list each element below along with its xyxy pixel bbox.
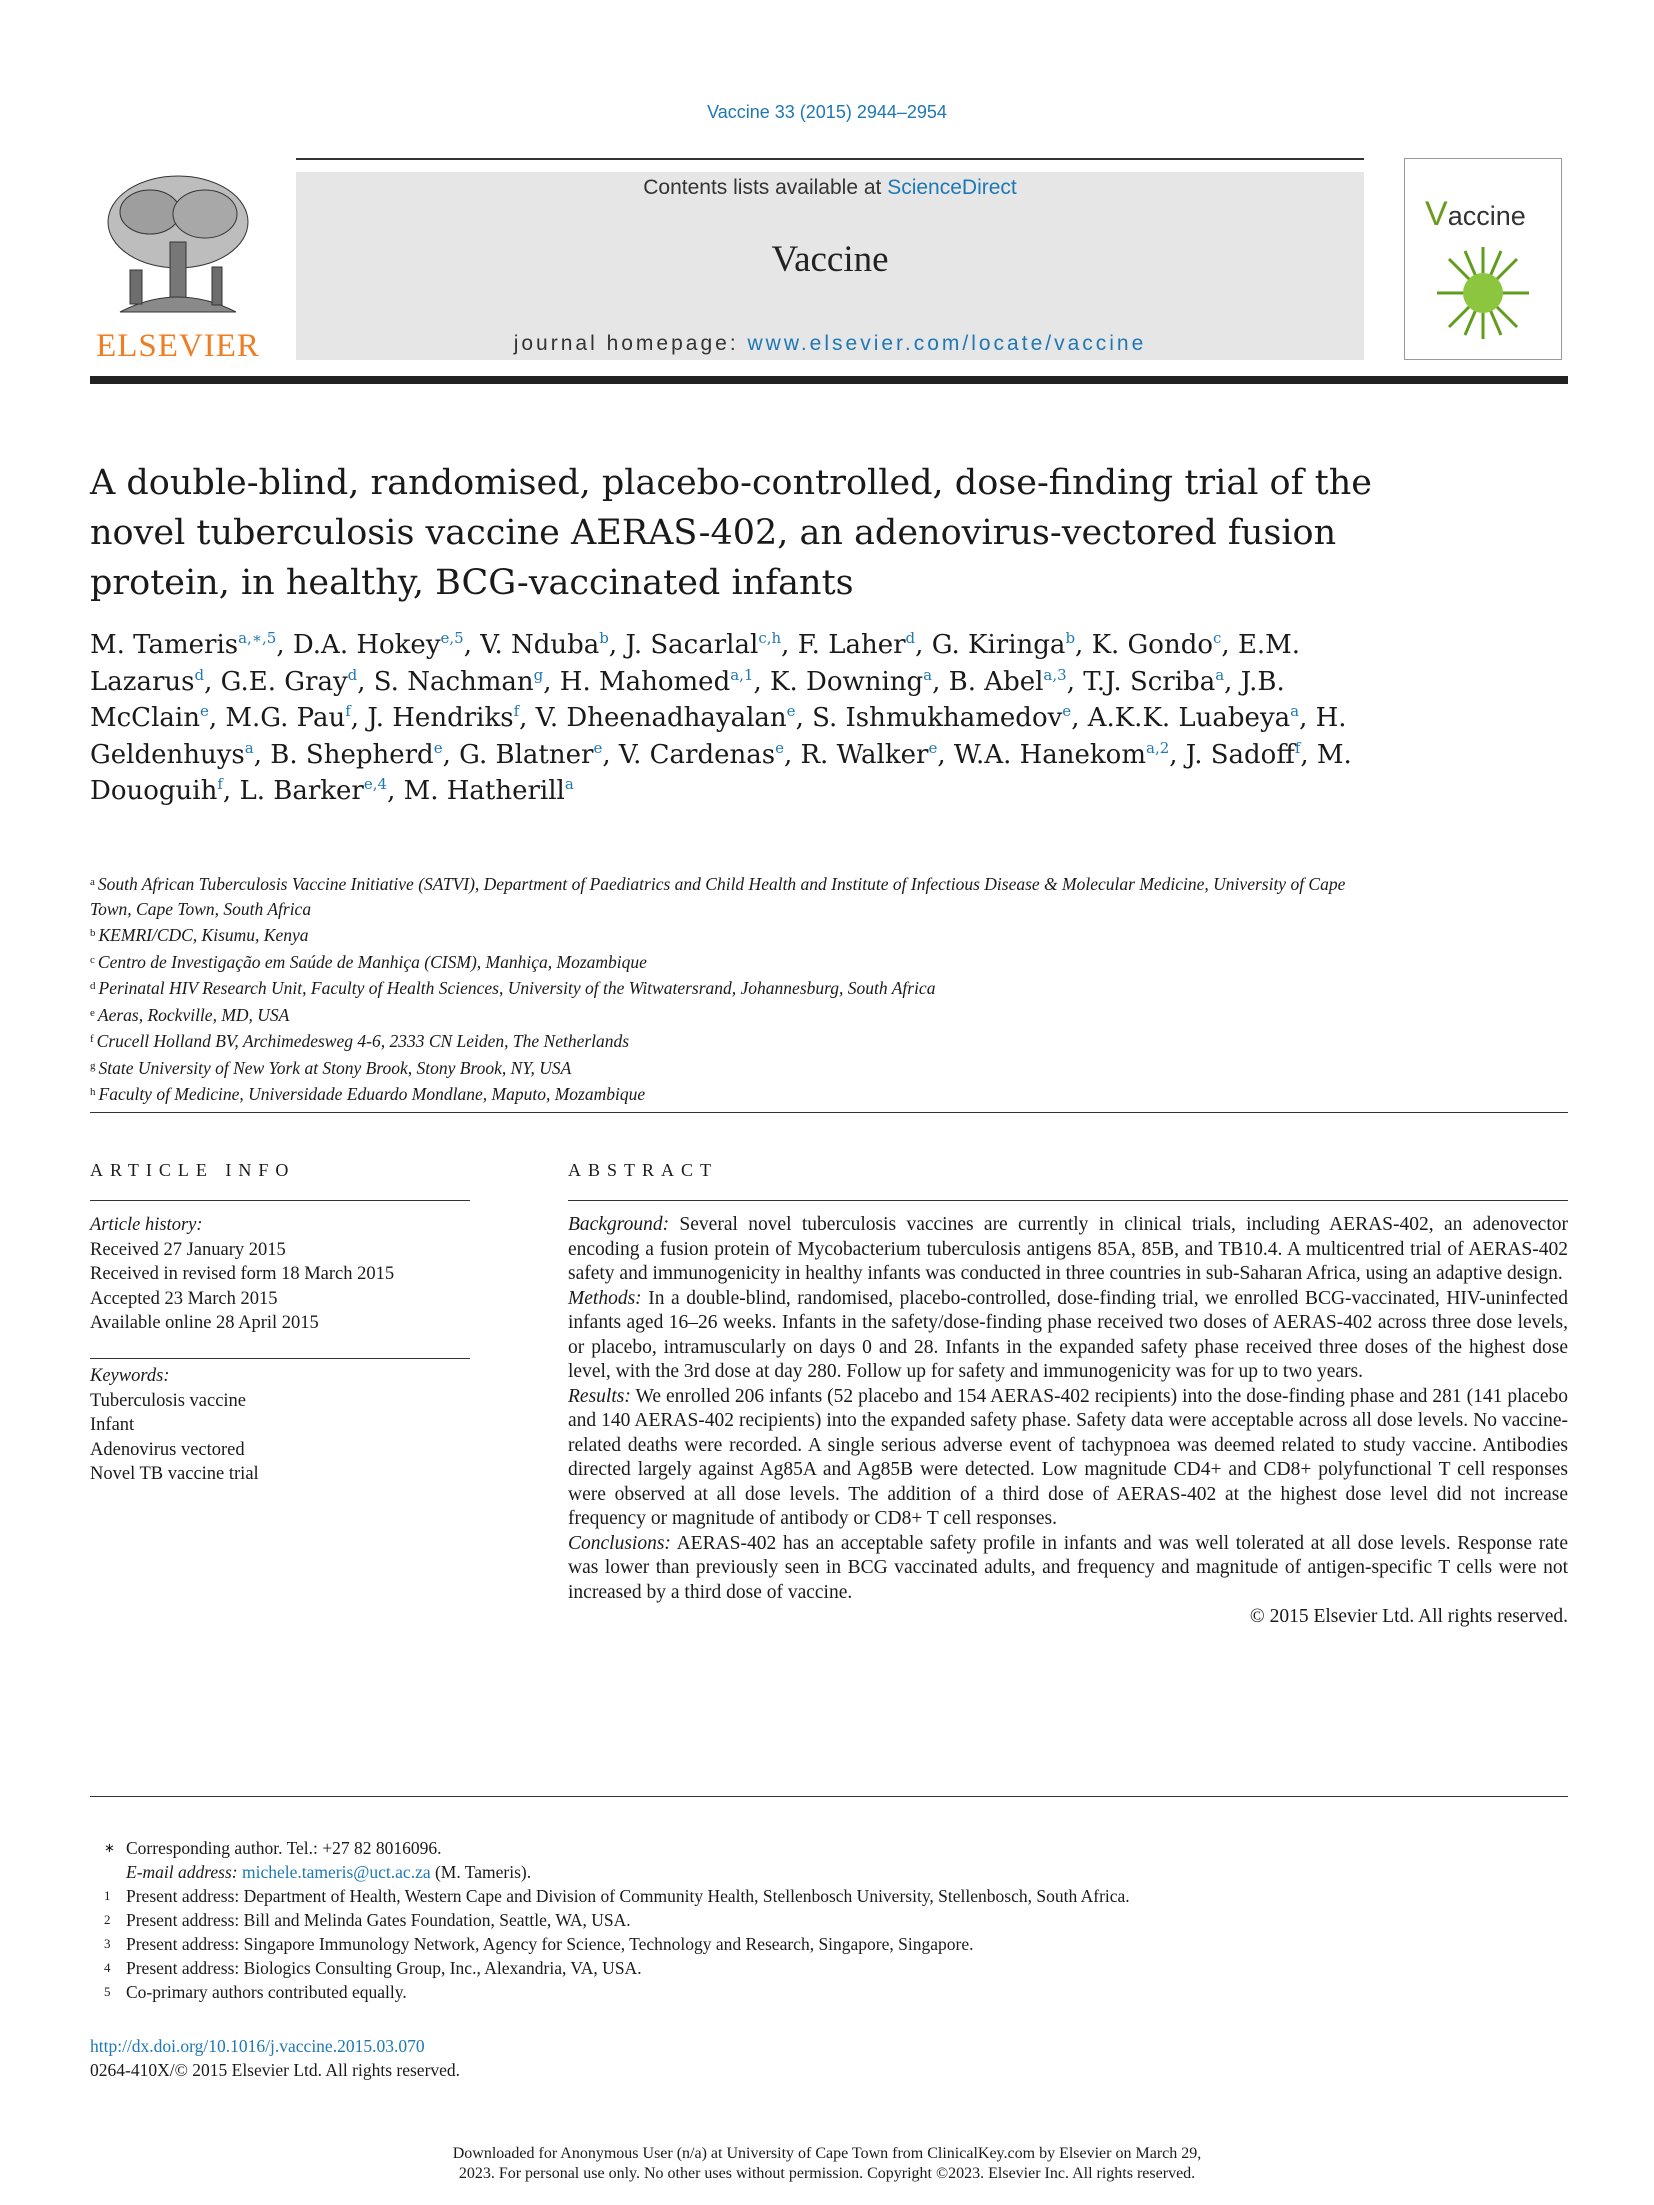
keyword: Infant bbox=[90, 1415, 135, 1435]
article-title: A double-blind, randomised, placebo-controlled, dose-finding trial of the novel tuberculosis vaccine AERAS-402, an adenovirus-vectored fusion protein, in healthy, BCG-vaccinated infants bbox=[90, 463, 1372, 603]
cover-title-rest: accine bbox=[1447, 201, 1526, 231]
author-name: G. Kiringa bbox=[931, 630, 1066, 660]
author-name: H. Mahomed bbox=[559, 666, 731, 697]
author-name: G. Blatner bbox=[459, 739, 594, 770]
header-thick-rule bbox=[90, 376, 1568, 384]
author-name: K. Gondo bbox=[1091, 630, 1213, 660]
author bbox=[770, 667, 932, 697]
author-name: J. Hendriks bbox=[367, 703, 514, 733]
affiliation-text: South African Tuberculosis Vaccine Initiative (SATVI), Department of Paediatrics and Child Health and Institute of Infectious Disease & Molecular Medicine, University of Cape Town, Cape Town, South Africa bbox=[90, 874, 1346, 919]
abstract-methods bbox=[568, 1287, 1568, 1385]
author-affiliation-marks[interactable]: e bbox=[199, 702, 209, 720]
author-name: F. Laher bbox=[797, 630, 906, 660]
journal-homepage-link[interactable]: www.elsevier.com/locate/vaccine bbox=[747, 332, 1147, 355]
author-list: M. Tameris$^{a,∗,5}$, D.A. Hokey$^{e,5}$, V. Nduba$^b$, J. Sacarlal$^{c,h}$, F. Laher$^d$, G. Kiringa$^b$, K. Gondo$^c$, E.M. Lazarus$^d$, G.E. Gray$^d$, S. Nachman$^g$, H. Mahomed$^{a,1}$, K. Downing$^a$, B. Abel$^{a,3}$, T.J. Scriba$^a$, J.B. McClain$^e$, M.G. Pau$^f$, J. Hendriks$^f$, V. Dheenadhayalan$^e$, S. Ishmukhamedov$^e$, A.K.K. Luabeya$^a$, H. Geldenhuys$^a$, B. Shepherd$^e$, G. Blatner$^e$, V. Cardenas$^e$, R. Walker$^e$, W.A. Hanekom$^{a,2}$, J. Sadoff$^f$, M. Douoguih$^f$, L. Barker$^{e,4}$, M. Hatherill$^a$ bbox=[90, 629, 1352, 806]
footnote-4 bbox=[104, 1956, 1564, 1980]
keyword: Tuberculosis vaccine bbox=[90, 1390, 247, 1411]
history-online: Available online 28 April 2015 bbox=[90, 1313, 319, 1333]
author-name: K. Downing bbox=[770, 666, 924, 697]
author-affiliation-marks[interactable]: f bbox=[513, 702, 520, 720]
download-notice-line: 2023. For personal use only. No other uses without permission. Copyright ©2023. Elsevier Inc. All rights reserved. bbox=[458, 2165, 1196, 2182]
affiliation-text: Aeras, Rockville, MD, USA bbox=[97, 1004, 290, 1025]
affiliation-text: KEMRI/CDC, Kisumu, Kenya bbox=[98, 925, 309, 945]
footnote-text: Corresponding author. Tel.: +27 82 8016096. bbox=[126, 1838, 442, 1858]
author-affiliation-marks[interactable]: e bbox=[775, 738, 784, 757]
author-name: S. Ishmukhamedov bbox=[812, 703, 1063, 733]
footnote-mark: 4 bbox=[104, 1960, 111, 1975]
author bbox=[221, 667, 358, 697]
affiliation bbox=[90, 974, 1390, 1001]
cover-title-initial: V bbox=[1425, 195, 1448, 233]
email-line bbox=[126, 1860, 531, 1884]
author-affiliation-marks[interactable]: d bbox=[347, 665, 358, 684]
author-affiliation-marks[interactable]: a bbox=[1215, 665, 1225, 684]
footnote-mark: 5 bbox=[104, 1984, 111, 1999]
footnote-2 bbox=[104, 1908, 1564, 1932]
footnote-text: Co-primary authors contributed equally. bbox=[126, 1982, 407, 2002]
author-affiliation-marks[interactable]: a,1 bbox=[730, 665, 754, 684]
history-revised: Received in revised form 18 March 2015 bbox=[90, 1264, 395, 1284]
footnote-5 bbox=[104, 1980, 1564, 2004]
author-name: T.J. Scriba bbox=[1083, 666, 1216, 697]
author bbox=[404, 776, 574, 806]
contents-line bbox=[296, 176, 1364, 200]
footnote-1 bbox=[104, 1884, 1564, 1908]
history-label: Article history: bbox=[90, 1215, 203, 1235]
author-name: L. Barker bbox=[239, 776, 364, 806]
affiliation bbox=[90, 1027, 1390, 1054]
author-affiliation-marks[interactable]: f bbox=[1294, 738, 1301, 757]
footnotes bbox=[104, 1836, 1564, 2004]
affiliation-mark: b bbox=[90, 927, 96, 939]
author-affiliation-marks[interactable]: e bbox=[1062, 702, 1072, 720]
author-affiliation-marks[interactable]: a bbox=[923, 665, 933, 684]
homepage-prefix: journal homepage: bbox=[513, 332, 748, 355]
author-name: H. Geldenhuys bbox=[90, 703, 1347, 770]
author bbox=[954, 740, 1169, 770]
author-affiliation-marks[interactable]: b bbox=[599, 629, 609, 647]
download-notice bbox=[0, 2144, 1654, 2184]
affiliation bbox=[90, 948, 1390, 975]
publisher-wordmark: ELSEVIER bbox=[96, 328, 260, 364]
doi-link[interactable]: http://dx.doi.org/10.1016/j.vaccine.2015.03.070 bbox=[90, 2036, 425, 2056]
header-top-rule bbox=[296, 158, 1364, 160]
footnote-text: Present address: Department of Health, Western Cape and Division of Community Health, Stellenbosch University, Stellenbosch, South Africa. bbox=[126, 1886, 1130, 1906]
author bbox=[812, 703, 1071, 733]
author-affiliation-marks[interactable]: g bbox=[533, 665, 544, 684]
history-received: Received 27 January 2015 bbox=[90, 1239, 286, 1260]
author-name: M. Tameris bbox=[90, 630, 239, 660]
author bbox=[239, 776, 387, 806]
journal-cover-thumbnail bbox=[1404, 158, 1562, 360]
author-affiliation-marks[interactable]: d bbox=[194, 665, 205, 684]
author-name: A.K.K. Luabeya bbox=[1087, 703, 1291, 733]
author bbox=[1092, 630, 1222, 660]
affiliation bbox=[90, 870, 1390, 921]
footnote-text: Present address: Bill and Melinda Gates Foundation, Seattle, WA, USA. bbox=[126, 1910, 631, 1930]
affiliation-mark: g bbox=[90, 1059, 96, 1072]
author-name: V. Cardenas bbox=[618, 739, 776, 770]
abstract-text: AERAS-402 has an acceptable safety profile in infants and was well tolerated at all dose levels. Response rate was lower than previously seen in BCG vaccinated adults, and frequency and magnitude of antigen-specific T cells were not increased by a third dose of vaccine. bbox=[568, 1532, 1568, 1603]
affiliation bbox=[90, 1001, 1390, 1028]
abstract-results bbox=[568, 1385, 1568, 1532]
footnote-mark: 1 bbox=[104, 1888, 111, 1903]
abstract-body bbox=[568, 1213, 1568, 1630]
footnote-mark-spacer bbox=[104, 1860, 122, 1884]
author-name: W.A. Hanekom bbox=[953, 739, 1146, 770]
corresponding-author-note bbox=[104, 1836, 1564, 1860]
abstract-text: In a double-blind, randomised, placebo-controlled, dose-finding trial, we enrolled BCG-vaccinated, HIV-uninfected infants aged 16–26 weeks. Infants in the safety/dose-finding phase received two doses of AERAS-402 across three dose levels, or placebo, intramuscularly on days 0 and 28. Infants in the expanded safety phase received three doses of the highest dose level, with the 3rd dose at day 280. Follow up for safety and immunogenicity was for up to two years. bbox=[568, 1287, 1568, 1382]
author-affiliation-marks[interactable]: e bbox=[593, 738, 603, 757]
journal-name: Vaccine bbox=[771, 239, 889, 280]
author-affiliation-marks[interactable]: e,4 bbox=[363, 775, 388, 793]
author-name: J. Sadoff bbox=[1185, 739, 1295, 770]
affiliation-mark: d bbox=[90, 980, 96, 992]
author bbox=[949, 667, 1067, 697]
contents-prefix: Contents lists available at bbox=[643, 176, 888, 199]
author-name: S. Nachman bbox=[373, 666, 534, 697]
author-affiliation-marks[interactable]: b bbox=[1065, 629, 1076, 647]
author bbox=[374, 667, 543, 697]
author bbox=[536, 703, 796, 733]
abstract-label: Results: bbox=[568, 1385, 631, 1407]
author-name: J. Sacarlal bbox=[625, 630, 759, 660]
email-label: E-mail address: bbox=[126, 1862, 243, 1882]
author bbox=[480, 630, 609, 660]
author bbox=[560, 667, 754, 697]
journal-citation-link[interactable]: Vaccine 33 (2015) 2944–2954 bbox=[707, 102, 947, 122]
abstract-background bbox=[568, 1213, 1568, 1287]
affiliation bbox=[90, 921, 1390, 948]
affiliation-text: State University of New York at Stony Brook, Stony Brook, NY, USA bbox=[98, 1057, 572, 1078]
author-name: D.A. Hokey bbox=[292, 630, 441, 660]
author-affiliation-marks[interactable]: a bbox=[564, 775, 574, 793]
author bbox=[798, 630, 915, 660]
author-affiliation-marks[interactable]: e bbox=[928, 738, 938, 757]
author-name: M. Hatherill bbox=[403, 776, 565, 806]
abstract-heading: ABSTRACT bbox=[568, 1160, 719, 1180]
author-affiliation-marks[interactable]: a bbox=[244, 738, 254, 757]
author bbox=[800, 740, 937, 770]
email-suffix: (M. Tameris). bbox=[430, 1862, 532, 1882]
keyword: Adenovirus vectored bbox=[90, 1439, 245, 1460]
author-affiliation-marks[interactable]: e bbox=[786, 702, 796, 720]
author bbox=[367, 703, 519, 733]
author-name: B. Abel bbox=[948, 666, 1044, 697]
author-affiliation-marks[interactable]: c bbox=[1213, 629, 1222, 647]
keywords bbox=[90, 1364, 470, 1487]
journal-homepage-line bbox=[296, 332, 1364, 356]
abstract-text: Several novel tuberculosis vaccines are currently in clinical trials, including AERAS-402, an adenovector encoding a fusion protein of Mycobacterium tuberculosis antigens 85A, 85B, and TB10.4. A multicentred trial of AERAS-402 safety and immunogenicity in healthy infants was conducted in three countries in sub-Saharan Africa, using an adaptive design. bbox=[568, 1214, 1568, 1284]
author bbox=[625, 630, 781, 660]
author bbox=[225, 703, 350, 733]
author-name: R. Walker bbox=[800, 739, 929, 770]
cover-title bbox=[1425, 195, 1526, 234]
author-affiliation-marks[interactable]: f bbox=[345, 702, 351, 720]
affiliation-list bbox=[90, 870, 1390, 1107]
abstract-rule bbox=[568, 1200, 1568, 1201]
affiliation-mark: a bbox=[90, 876, 95, 888]
footnote-text: Present address: Biologics Consulting Group, Inc., Alexandria, VA, USA. bbox=[126, 1958, 642, 1978]
history-accepted: Accepted 23 March 2015 bbox=[90, 1288, 278, 1309]
abstract-label: Background: bbox=[568, 1214, 670, 1235]
author-name: J.B. McClain bbox=[90, 666, 1285, 733]
author-affiliation-marks[interactable]: d bbox=[905, 629, 916, 647]
footnote-mark: 3 bbox=[104, 1936, 111, 1951]
affiliation-text: Perinatal HIV Research Unit, Faculty of Health Sciences, University of the Witwatersrand, Johannesburg, South Africa bbox=[98, 978, 936, 998]
affiliation-mark: h bbox=[90, 1086, 96, 1098]
issn-line: 0264-410X/© 2015 Elsevier Ltd. All rights reserved. bbox=[90, 2060, 461, 2080]
affiliation-mark: f bbox=[90, 1033, 94, 1045]
author-affiliation-marks[interactable]: a bbox=[1290, 702, 1300, 720]
email-link[interactable]: michele.tameris@uct.ac.za bbox=[242, 1862, 431, 1882]
footnote-3 bbox=[104, 1932, 1564, 1956]
affiliation-text: Faculty of Medicine, Universidade Eduardo Mondlane, Maputo, Mozambique bbox=[98, 1084, 646, 1104]
author bbox=[90, 630, 276, 660]
article-info-rule bbox=[90, 1200, 470, 1201]
author bbox=[270, 740, 442, 770]
affiliation-text: Crucell Holland BV, Archimedesweg 4-6, 2333 CN Leiden, The Netherlands bbox=[96, 1031, 630, 1051]
footnote-text: Present address: Singapore Immunology Network, Agency for Science, Technology and Research, Singapore, Singapore. bbox=[126, 1934, 974, 1954]
author bbox=[459, 740, 602, 770]
download-notice-line: Downloaded for Anonymous User (n/a) at University of Cape Town from ClinicalKey.com by Elsevier on March 29, bbox=[452, 2145, 1202, 2162]
article-history bbox=[90, 1213, 470, 1336]
email-note bbox=[104, 1860, 1564, 1884]
abstract-label: Conclusions: bbox=[568, 1532, 671, 1554]
footnote-rule bbox=[90, 1796, 1568, 1797]
abstract-conclusions bbox=[568, 1532, 1568, 1606]
affiliation-mark: c bbox=[90, 953, 95, 966]
footnote-mark: 2 bbox=[104, 1912, 111, 1927]
abstract-label: Methods: bbox=[568, 1287, 642, 1309]
author-affiliation-marks[interactable]: f bbox=[217, 775, 223, 793]
author bbox=[932, 630, 1075, 660]
affiliation bbox=[90, 1054, 1390, 1081]
author-name: G.E. Gray bbox=[220, 666, 348, 697]
keywords-rule bbox=[90, 1358, 470, 1359]
virus-illustration-icon bbox=[1429, 243, 1537, 343]
affiliation-text: Centro de Investigação em Saúde de Manhiça (CISM), Manhiça, Mozambique bbox=[97, 951, 647, 972]
author-affiliation-marks[interactable]: e bbox=[433, 738, 443, 757]
author-name: V. Nduba bbox=[480, 630, 600, 660]
affiliation bbox=[90, 1080, 1390, 1107]
author-name: M. Douoguih bbox=[90, 739, 1352, 806]
author-name: V. Dheenadhayalan bbox=[535, 703, 787, 733]
author-affiliation-marks[interactable]: e,5 bbox=[440, 629, 464, 647]
article-info-heading: ARTICLE INFO bbox=[90, 1160, 296, 1180]
author bbox=[1088, 703, 1299, 733]
author bbox=[293, 630, 464, 660]
author-affiliation-marks[interactable]: a,∗,5 bbox=[238, 629, 277, 647]
affiliation-mark: e bbox=[90, 1006, 95, 1019]
author bbox=[619, 740, 784, 770]
keywords-label: Keywords: bbox=[90, 1366, 170, 1386]
author-affiliation-marks[interactable]: a,3 bbox=[1043, 665, 1067, 684]
affiliation-rule bbox=[90, 1112, 1568, 1113]
keyword: Novel TB vaccine trial bbox=[90, 1464, 259, 1484]
author-affiliation-marks[interactable]: c,h bbox=[758, 629, 782, 647]
author bbox=[1083, 667, 1224, 697]
abstract-copyright: © 2015 Elsevier Ltd. All rights reserved. bbox=[1249, 1606, 1568, 1627]
footnote-mark: ∗ bbox=[104, 1840, 115, 1855]
author-name: M.G. Pau bbox=[225, 703, 346, 733]
author-name: B. Shepherd bbox=[270, 739, 434, 770]
author-name: E.M. Lazarus bbox=[90, 630, 1301, 697]
abstract-text: We enrolled 206 infants (52 placebo and 154 AERAS-402 recipients) into the dose-finding phase and 281 (141 placebo and 140 AERAS-402 recipients) into the expanded safety phase. Safety data were acceptable across all dose levels. No vaccine-related deaths were recorded. A single serious adverse event of tachypnoea was deemed related to study vaccine. Antibodies directed largely against Ag85A and Ag85B were detected. Low magnitude CD4+ and CD8+ polyfunctional T cell responses were observed at all dose levels. The addition of a third dose of AERAS-402 at the highest dose level did not increase frequency or magnitude of antibody or CD8+ T cell responses. bbox=[568, 1385, 1568, 1529]
author bbox=[1186, 740, 1301, 770]
sciencedirect-link[interactable]: ScienceDirect bbox=[887, 176, 1017, 199]
author-affiliation-marks[interactable]: a,2 bbox=[1146, 738, 1170, 757]
